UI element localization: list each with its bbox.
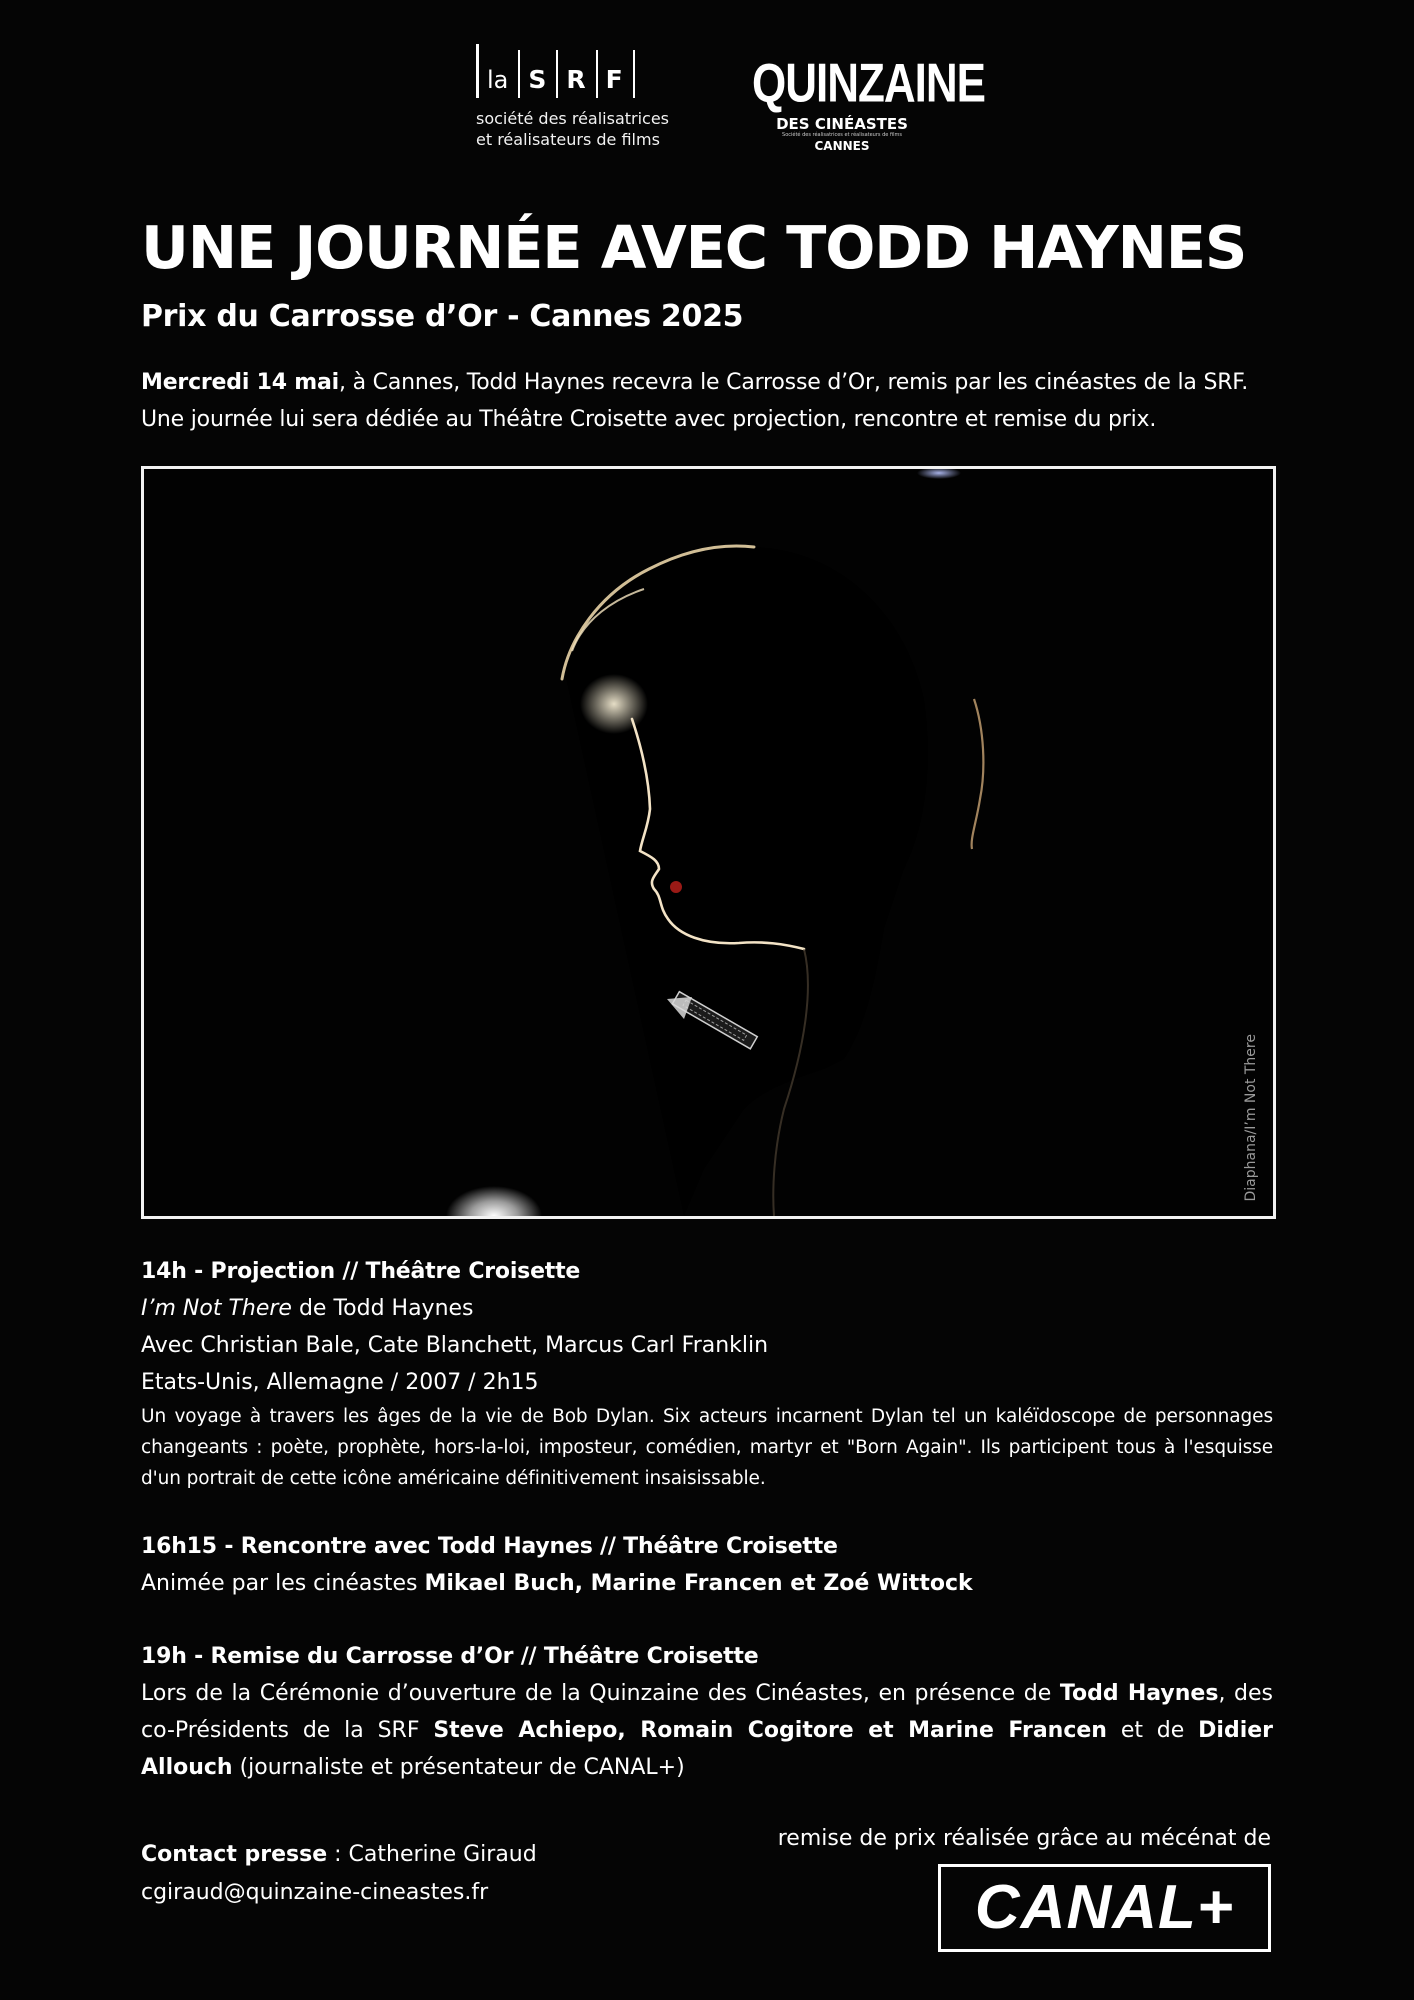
film-cast: Avec Christian Bale, Cate Blanchett, Marcus Carl Franklin bbox=[141, 1333, 769, 1358]
screening-heading: 14h - Projection // Théâtre Croisette bbox=[141, 1259, 581, 1284]
patron-text: remise de prix réalisée grâce au mécénat de bbox=[777, 1826, 1271, 1851]
quinzaine-subtitle: DES CINÉASTES bbox=[776, 115, 908, 133]
film-director: de Todd Haynes bbox=[291, 1296, 474, 1321]
meeting-text: Animée par les cinéastes bbox=[141, 1571, 425, 1596]
canal-plus-wordmark: CANAL+ bbox=[974, 1873, 1235, 1942]
silhouette-illustration bbox=[144, 469, 1273, 1216]
srf-letter-r: R bbox=[566, 65, 586, 94]
award-name-2: Steve Achiepo, Romain Cogitore et Marine Francen bbox=[433, 1718, 1107, 1743]
award-text-3: et de bbox=[1106, 1718, 1199, 1743]
photo-credit: Diaphana/I’m Not There bbox=[1243, 1034, 1259, 1202]
award-text-4: (journaliste et présentateur de CANAL+) bbox=[232, 1755, 685, 1780]
film-title: I’m Not There bbox=[141, 1296, 292, 1321]
award-name-1: Todd Haynes bbox=[1059, 1681, 1219, 1706]
press-contact bbox=[141, 1836, 537, 1912]
quinzaine-fine-print: Société des réalisatrices et réalisateurs de films bbox=[782, 132, 902, 138]
srf-logo-mark bbox=[476, 44, 686, 98]
contact-email[interactable]: cgiraud@quinzaine-cineastes.fr bbox=[141, 1880, 489, 1905]
srf-letter-f: F bbox=[605, 65, 623, 94]
contact-name: Catherine Giraud bbox=[348, 1842, 537, 1867]
award-description bbox=[141, 1675, 1273, 1786]
patron-block bbox=[778, 1822, 1271, 1952]
meeting-heading: 16h15 - Rencontre avec Todd Haynes // Théâtre Croisette bbox=[141, 1534, 838, 1559]
film-details: Etats-Unis, Allemagne / 2007 / 2h15 bbox=[141, 1370, 539, 1395]
srf-letter-s: S bbox=[528, 65, 547, 94]
award-heading: 19h - Remise du Carrosse d’Or // Théâtre Croisette bbox=[141, 1644, 759, 1669]
page-subtitle: Prix du Carrosse d’Or - Cannes 2025 bbox=[141, 299, 744, 334]
award-name-3: Didier Allouch bbox=[141, 1718, 1274, 1780]
quinzaine-location: CANNES bbox=[814, 139, 870, 153]
intro-line1: , à Cannes, Todd Haynes recevra le Carrosse d’Or, remis par les cinéastes de la SRF. bbox=[339, 370, 1249, 395]
film-still bbox=[141, 466, 1276, 1219]
contact-label: Contact presse bbox=[141, 1842, 328, 1867]
intro-date: Mercredi 14 mai bbox=[141, 370, 340, 395]
award-text-2: , des co-Présidents de la SRF bbox=[141, 1681, 1273, 1743]
srf-letter-la: la bbox=[487, 66, 509, 94]
film-synopsis: Un voyage à travers les âges de la vie de Bob Dylan. Six acteurs incarnent Dylan tel un kaléïdoscope de personnages changeants : poète, prophète, hors-la-loi, imposteur, comédien, martyr et "Born Again". Ils participent tous à l'esquisse d'un portrait de cette icône américaine définitivement insaisissable. bbox=[141, 1406, 1273, 1489]
intro-paragraph bbox=[141, 364, 1281, 438]
intro-line2: Une journée lui sera dédiée au Théâtre Croisette avec projection, rencontre et remise du prix. bbox=[141, 407, 1157, 432]
program-meeting bbox=[141, 1528, 1273, 1602]
quinzaine-logo bbox=[752, 52, 985, 154]
meeting-moderators: Mikael Buch, Marine Francen et Zoé Wittock bbox=[424, 1571, 973, 1596]
program-screening bbox=[141, 1253, 1273, 1494]
contact-separator: : bbox=[327, 1842, 349, 1867]
award-text-1: Lors de la Cérémonie d’ouverture de la Quinzaine des Cinéastes, en présence de bbox=[141, 1681, 1060, 1706]
srf-subtitle-line2: et réalisateurs de films bbox=[476, 130, 660, 149]
program-award bbox=[141, 1638, 1273, 1786]
quinzaine-wordmark: QUINZAINE bbox=[752, 52, 985, 114]
srf-logo bbox=[476, 44, 686, 150]
srf-subtitle-line1: société des réalisatrices bbox=[476, 109, 670, 128]
canal-plus-logo bbox=[938, 1864, 1271, 1952]
page-title: UNE JOURNÉE AVEC TODD HAYNES bbox=[141, 213, 1247, 282]
